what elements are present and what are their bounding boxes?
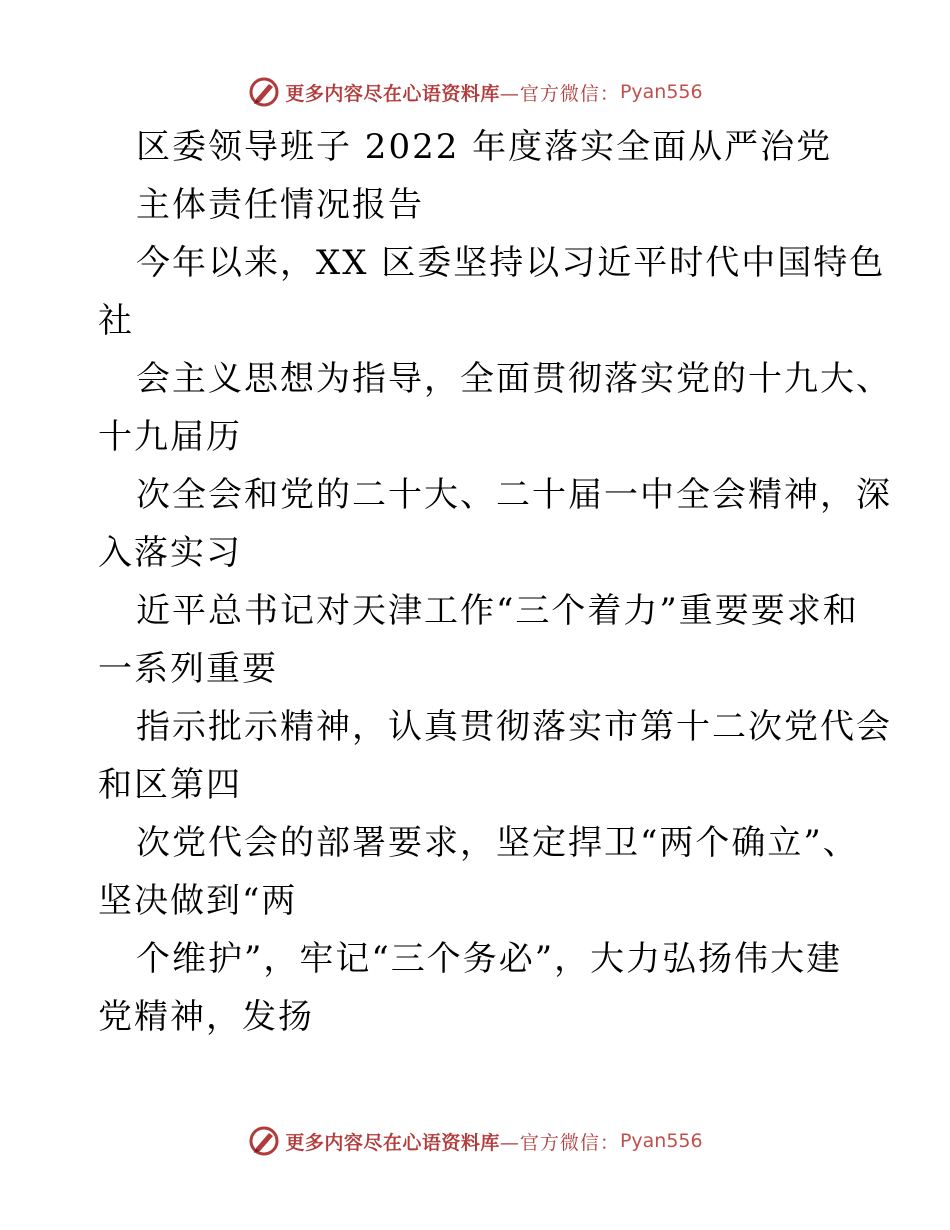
document-body [98, 118, 892, 1046]
header-banner-wechat: Pyan556 [619, 81, 703, 103]
body-line: 会主义思想为指导，全面贯彻落实党的十九大、 [136, 359, 892, 399]
header-banner [0, 72, 950, 112]
document-title-line-1: 区委领导班子 2022 年度落实全面从严治党 [136, 127, 833, 167]
body-line: 次党代会的部署要求，坚定捍卫“两个确立”、 [136, 823, 859, 863]
body-line: 十九届历 [98, 417, 242, 457]
footer-banner-lead: 更多内容尽在心语资料库 [285, 1131, 500, 1154]
pen-logo-icon [247, 75, 281, 109]
header-banner-tail: —官方微信： [499, 82, 620, 105]
footer-banner [0, 1121, 950, 1161]
body-line: 次全会和党的二十大、二十届一中全会精神，深 [136, 475, 892, 515]
pen-logo-icon [247, 1124, 281, 1158]
body-line: 党精神，发扬 [98, 997, 314, 1037]
body-line: 一系列重要 [98, 649, 278, 689]
document-title-line-2: 主体责任情况报告 [136, 185, 424, 225]
body-line: 和区第四 [98, 765, 242, 805]
body-line: 入落实习 [98, 533, 242, 573]
body-line: 今年以来，XX 区委坚持以习近平时代中国特色 [136, 243, 886, 283]
footer-banner-wechat: Pyan556 [619, 1130, 703, 1152]
body-line: 个维护”，牢记“三个务必”，大力弘扬伟大建 [136, 939, 843, 979]
footer-banner-tail: —官方微信： [499, 1131, 620, 1154]
body-line: 社 [98, 301, 134, 341]
body-line: 坚决做到“两 [98, 881, 298, 921]
header-banner-lead: 更多内容尽在心语资料库 [285, 82, 500, 105]
body-line: 指示批示精神，认真贯彻落实市第十二次党代会 [136, 707, 892, 747]
body-line: 近平总书记对天津工作“三个着力”重要要求和 [136, 591, 859, 631]
